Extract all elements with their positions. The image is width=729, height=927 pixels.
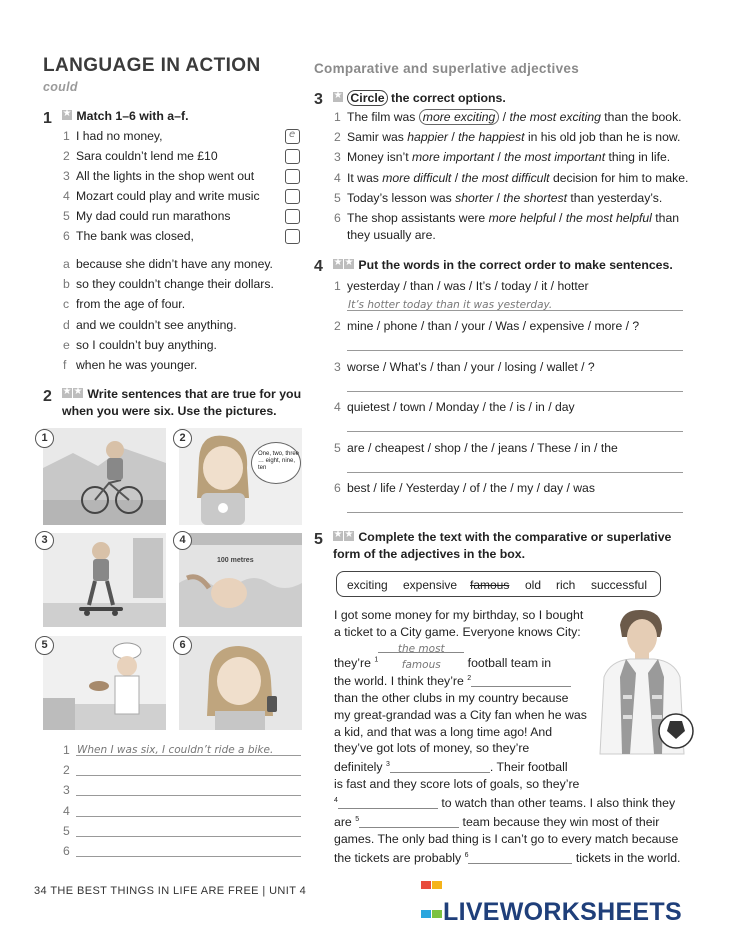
word-list: yesterday / than / was / It’s / today / it / hotter bbox=[347, 279, 589, 293]
skateboard-illustration bbox=[43, 533, 166, 627]
gap-6[interactable] bbox=[468, 852, 572, 864]
option-text: and we couldn’t see anything. bbox=[76, 317, 237, 332]
page-subtitle: could bbox=[43, 80, 78, 94]
ex3-item: 1 The film was more exciting / the most exciting than the book. bbox=[334, 110, 682, 124]
option-1[interactable]: shorter bbox=[455, 190, 494, 205]
star-icon bbox=[62, 110, 72, 120]
item-number: 6 bbox=[334, 211, 341, 225]
ex2-line bbox=[63, 824, 76, 838]
line-number: 4 bbox=[63, 803, 70, 818]
picture-bike bbox=[43, 428, 166, 525]
picture-number: 5 bbox=[35, 636, 54, 655]
item-number: 3 bbox=[334, 359, 341, 374]
football-fan-illustration bbox=[590, 607, 700, 754]
ex3-item: 2 Samir was happier / the happiest in his old job than he is now. bbox=[334, 130, 681, 145]
option-letter: c bbox=[63, 297, 70, 312]
item-number: 4 bbox=[63, 189, 70, 203]
option-text: when he was younger. bbox=[76, 358, 198, 372]
ex4-item bbox=[334, 279, 589, 293]
gap-4[interactable] bbox=[338, 797, 438, 809]
item-number: 4 bbox=[334, 400, 341, 415]
ex5-text: I got some money for my birthday, so I bought a ticket to a City game. Everyone knows City: they’re $^1$the most famous football team in the world. I think they’re $^2$ than the other clubs in my country because my great-grandad was a City fan when he was a kid, and that was a long time ago! And they’ve got lots of money, so they’re definitely $^3$ . Their football is fast and they score lots of goals, so they’re $^4$ to watch than other teams. I also think they are $^5$ team because they win most of their games. The only bad thing is I can’t go to every match because the tickets are probably $^6$ tickets in the world. bbox=[334, 608, 681, 865]
ex4-item bbox=[334, 441, 618, 455]
option-text: because she didn’t have any money. bbox=[76, 257, 273, 271]
ex1-option bbox=[63, 277, 274, 291]
ex1-option bbox=[63, 257, 273, 271]
bike-illustration bbox=[43, 428, 166, 525]
picture-number: 3 bbox=[35, 531, 54, 550]
word-list: are / cheapest / shop / the / jeans / These / in / the bbox=[347, 440, 618, 455]
option-2[interactable]: the most important bbox=[504, 150, 606, 165]
item-number: 1 bbox=[63, 129, 70, 143]
item-text: Sara couldn’t lend me £10 bbox=[76, 149, 218, 163]
ex2-line bbox=[63, 844, 76, 858]
star-icon bbox=[333, 531, 343, 541]
word-list: best / life / Yesterday / of / the / my / day / was bbox=[347, 481, 595, 495]
ex2-line bbox=[63, 743, 76, 757]
star-icon bbox=[73, 388, 83, 398]
item-number: 2 bbox=[63, 149, 70, 163]
answer-line[interactable] bbox=[347, 431, 683, 432]
line-number: 6 bbox=[63, 844, 70, 858]
answer-line[interactable] bbox=[76, 775, 301, 776]
line-number: 3 bbox=[63, 783, 70, 798]
ex1-item bbox=[63, 229, 194, 243]
ex1-item bbox=[63, 189, 260, 203]
ex1-option bbox=[63, 338, 217, 352]
answer-box[interactable] bbox=[285, 129, 300, 144]
ex3-item: 5 Today’s lesson was shorter / the shortest than yesterday’s. bbox=[334, 190, 663, 205]
option-letter: e bbox=[63, 337, 70, 352]
ex1-item bbox=[63, 149, 218, 163]
footer bbox=[34, 885, 306, 897]
gap-5[interactable] bbox=[359, 816, 459, 828]
ex5-number: 5 bbox=[314, 531, 323, 548]
item-number: 3 bbox=[334, 150, 341, 165]
ex1-item bbox=[63, 209, 230, 223]
picture-number: 2 bbox=[173, 429, 192, 448]
ex3-number: 3 bbox=[314, 91, 323, 108]
picture-skateboard bbox=[43, 533, 166, 627]
ex3-item: 4 It was more difficult / the most difficult decision for him to make. bbox=[334, 170, 689, 185]
answer-line[interactable] bbox=[76, 816, 301, 817]
answer-box[interactable] bbox=[285, 189, 300, 204]
word-box bbox=[336, 571, 661, 597]
word-list: worse / What’s / than / your / losing / wallet / ? bbox=[347, 359, 595, 374]
picture-cooking bbox=[43, 636, 166, 730]
line-number: 2 bbox=[63, 763, 70, 778]
ex4-item bbox=[334, 360, 595, 374]
footer-unit: THE BEST THINGS IN LIFE ARE FREE | UNIT 4 bbox=[50, 885, 307, 897]
item-number: 3 bbox=[63, 169, 70, 183]
gap-2[interactable] bbox=[471, 675, 571, 687]
ex1-option bbox=[63, 358, 197, 372]
ex3-instruction: ★ Circle the correct options. bbox=[333, 90, 506, 107]
option-text: so I couldn’t buy anything. bbox=[76, 337, 217, 352]
option-1[interactable]: more important bbox=[412, 150, 494, 165]
option-2[interactable]: the shortest bbox=[503, 190, 567, 205]
picture-number: 1 bbox=[35, 429, 54, 448]
page-title: LANGUAGE IN ACTION bbox=[43, 55, 261, 76]
item-number: 4 bbox=[334, 170, 341, 185]
item-number: 5 bbox=[63, 209, 70, 223]
gap-1[interactable]: the most famous bbox=[378, 641, 464, 653]
star-icon bbox=[62, 388, 72, 398]
item-text: The bank was closed, bbox=[76, 229, 194, 243]
option-letter: d bbox=[63, 317, 70, 332]
option-2[interactable]: the happiest bbox=[458, 130, 525, 145]
option-2[interactable]: the most difficult bbox=[461, 170, 550, 185]
picture-counting bbox=[179, 428, 302, 525]
cooking-illustration bbox=[43, 636, 166, 730]
line-number: 1 bbox=[63, 743, 70, 757]
picture-swimming bbox=[179, 533, 302, 627]
item-number: 5 bbox=[334, 190, 341, 205]
ex1-number: 1 bbox=[43, 110, 52, 127]
gap-3[interactable] bbox=[390, 761, 490, 773]
word-list: mine / phone / than / your / Was / expensive / more / ? bbox=[347, 319, 640, 334]
answer-line[interactable] bbox=[347, 512, 683, 513]
option-1[interactable]: happier bbox=[407, 130, 448, 145]
logo-icon bbox=[421, 867, 443, 925]
football-fan-photo bbox=[590, 607, 700, 754]
ex2-line bbox=[63, 763, 76, 777]
ex5-instruction: ★★ Complete the text with the comparative or superlative form of the adjectives in the box. bbox=[333, 529, 671, 563]
picture-phone bbox=[179, 636, 302, 730]
item-number: 5 bbox=[334, 440, 341, 455]
word-list: quietest / town / Monday / the / is / in / day bbox=[347, 400, 575, 415]
option-text: so they couldn’t change their dollars. bbox=[76, 277, 274, 292]
word-box-item-used: famous bbox=[470, 578, 510, 592]
picture-number: 4 bbox=[173, 531, 192, 550]
item-number: 1 bbox=[334, 279, 341, 293]
ex1-item bbox=[63, 129, 163, 143]
ex3-item-cont: they usually are. bbox=[347, 228, 436, 242]
ex2-instruction: ★★ Write sentences that are true for you when you were six. Use the pictures. bbox=[62, 386, 301, 420]
ex1-option bbox=[63, 297, 185, 311]
item-number: 2 bbox=[334, 130, 341, 145]
word-box-item: rich bbox=[556, 578, 576, 592]
ex1-option bbox=[63, 318, 237, 332]
option-2[interactable]: the most exciting bbox=[509, 110, 601, 124]
ex4-instruction: ★★ Put the words in the correct order to make sentences. bbox=[333, 257, 673, 274]
star-icon bbox=[333, 92, 343, 102]
ex4-item bbox=[334, 319, 639, 333]
line-number: 5 bbox=[63, 823, 70, 838]
word-box-item: successful bbox=[591, 578, 648, 592]
option-text: from the age of four. bbox=[76, 297, 186, 312]
item-text: I had no money, bbox=[76, 129, 163, 143]
liveworksheets-logo[interactable]: LIVEWORKSHEETS bbox=[421, 867, 682, 927]
ex3-item: 6 The shop assistants were more helpful / the most helpful than bbox=[334, 211, 680, 225]
ex2-line bbox=[63, 804, 76, 818]
pool-label: 100 metres bbox=[217, 557, 254, 564]
item-text: All the lights in the shop went out bbox=[76, 169, 255, 183]
speech-bubble: One, two, three … eight, nine, ten bbox=[251, 442, 301, 484]
option-letter: a bbox=[63, 257, 70, 271]
section-title: Comparative and superlative adjectives bbox=[314, 61, 580, 76]
item-number: 6 bbox=[63, 229, 70, 243]
item-number: 6 bbox=[334, 481, 341, 495]
word-box-item: old bbox=[525, 578, 542, 592]
option-1[interactable]: more exciting bbox=[419, 109, 499, 125]
star-icon bbox=[344, 531, 354, 541]
option-1[interactable]: more helpful bbox=[488, 211, 556, 225]
answer-box[interactable] bbox=[285, 169, 300, 184]
answer-text: It’s hotter today than it was yesterday. bbox=[348, 299, 553, 311]
answer-box[interactable] bbox=[285, 209, 300, 224]
item-number: 1 bbox=[334, 110, 341, 124]
answer-box[interactable] bbox=[285, 149, 300, 164]
answer-line[interactable] bbox=[76, 795, 301, 796]
answer-text: When I was six, I couldn’t ride a bike. bbox=[77, 744, 274, 756]
ex4-item bbox=[334, 400, 575, 414]
option-letter: f bbox=[63, 358, 67, 372]
ex4-number: 4 bbox=[314, 258, 323, 275]
answer-line[interactable] bbox=[347, 472, 683, 473]
option-letter: b bbox=[63, 277, 70, 292]
ex2-line bbox=[63, 783, 76, 797]
item-number: 2 bbox=[334, 319, 341, 334]
answer-box[interactable] bbox=[285, 229, 300, 244]
phone-illustration bbox=[179, 636, 302, 730]
ex4-item bbox=[334, 481, 595, 495]
option-2[interactable]: the most helpful bbox=[565, 211, 652, 225]
answer-letter: e bbox=[289, 129, 296, 140]
ex2-number: 2 bbox=[43, 388, 52, 405]
star-icon bbox=[344, 259, 354, 269]
item-text: My dad could run marathons bbox=[76, 209, 231, 223]
picture-number: 6 bbox=[173, 636, 192, 655]
item-text: Mozart could play and write music bbox=[76, 189, 260, 203]
answer-line[interactable] bbox=[76, 856, 301, 857]
star-icon bbox=[333, 259, 343, 269]
page-number: 34 bbox=[34, 885, 48, 897]
word-box-item: exciting bbox=[347, 578, 388, 592]
answer-line[interactable] bbox=[76, 836, 301, 837]
swimming-illustration bbox=[179, 533, 302, 627]
option-1[interactable]: more difficult bbox=[382, 170, 452, 185]
answer-line[interactable] bbox=[347, 350, 683, 351]
ex3-item: 3 Money isn’t more important / the most important thing in life. bbox=[334, 150, 671, 165]
answer-line[interactable] bbox=[347, 391, 683, 392]
ex1-item bbox=[63, 169, 254, 183]
ex1-instruction: ★ Match 1–6 with a–f. bbox=[62, 108, 189, 125]
word-box-item: expensive bbox=[403, 578, 458, 592]
